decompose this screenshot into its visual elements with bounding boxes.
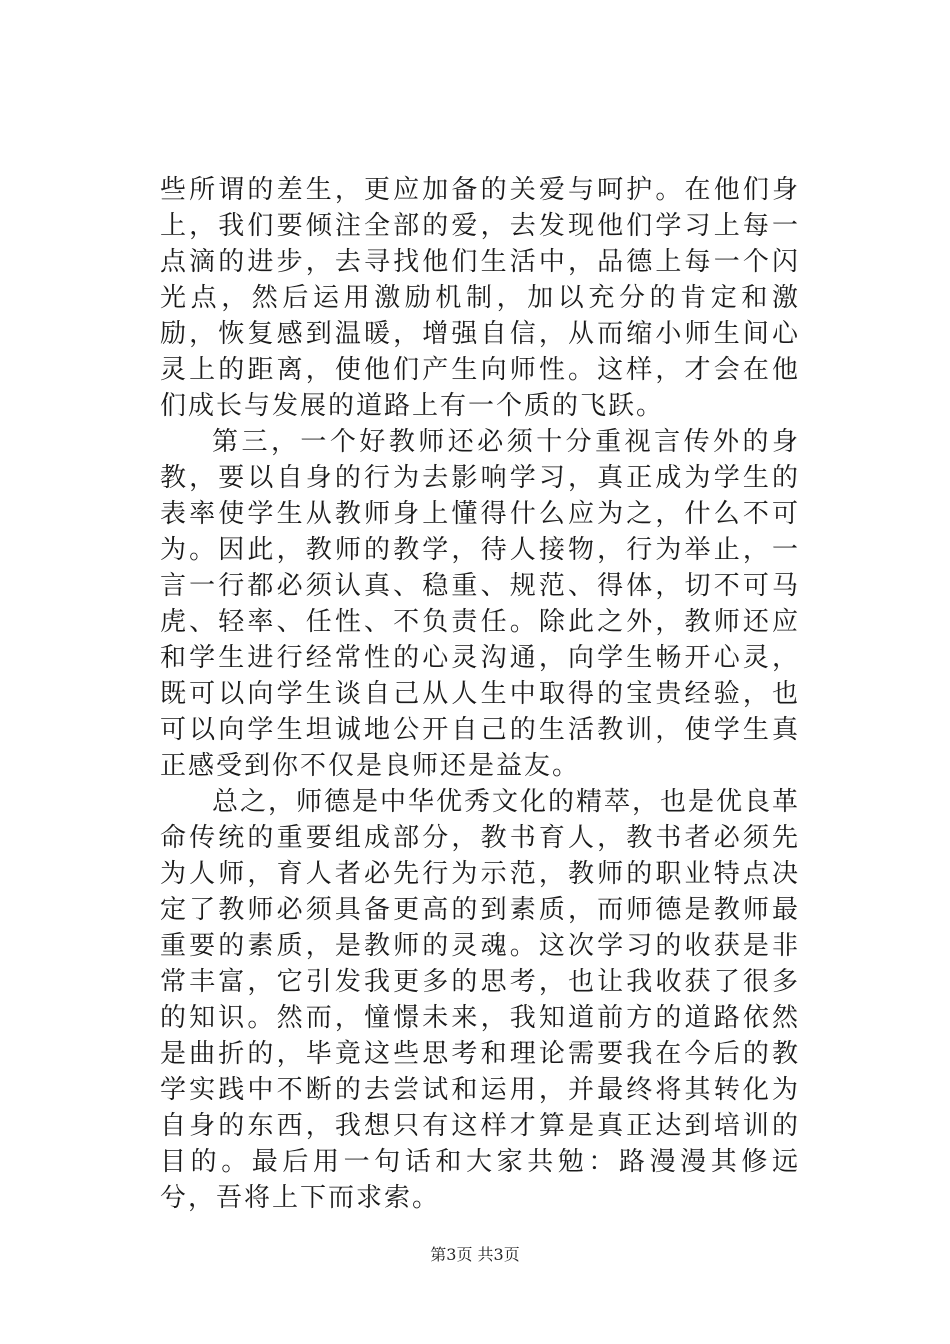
paragraph-conclusion: 总之，师德是中华优秀文化的精萃，也是优良革命传统的重要组成部分，教书育人，教书者必须先为人师，育人者必先行为示范，教师的职业特点决定了教师必须具备更高的到素质，而师德是教师最重要的素质，是教师的灵魂。这次学习的收获是非常丰富，它引发我更多的思考，也让我收获了很多的知识。然而，憧憬未来，我知道前方的道路依然是曲折的，毕竟这些思考和理论需要我在今后的教学实践中不断的去尝试和运用，并最终将其转化为自身的东西，我想只有这样才算是真正达到培训的目的。最后用一句话和大家共勉：路漫漫其修远兮，吾将上下而求索。 <box>160 787 801 1213</box>
document-body <box>160 172 800 1216</box>
page-number-footer: 第3页 共3页 <box>430 1245 520 1264</box>
paragraph-continuation: 些所谓的差生，更应加备的关爱与呵护。在他们身上，我们要倾注全部的爱，去发现他们学习上每一点滴的进步，去寻找他们生活中，品德上每一个闪光点，然后运用激励机制，加以充分的肯定和激励，恢复感到温暖，增强自信，从而缩小师生间心灵上的距离，使他们产生向师性。这样，才会在他们成长与发展的道路上有一个质的飞跃。 <box>160 175 800 421</box>
paragraph-third-point: 第三，一个好教师还必须十分重视言传外的身教，要以自身的行为去影响学习，真正成为学生的表率使学生从教师身上懂得什么应为之，什么不可为。因此，教师的教学，待人接物，行为举止，一言一行都必须认真、稳重、规范、得体，切不可马虎、轻率、任性、不负责任。除此之外，教师还应和学生进行经常性的心灵沟通，向学生畅开心灵，既可以向学生谈自己从人生中取得的宝贵经验，也可以向学生坦诚地公开自己的生活教训，使学生真正感受到你不仅是良师还是益友。 <box>160 427 800 781</box>
